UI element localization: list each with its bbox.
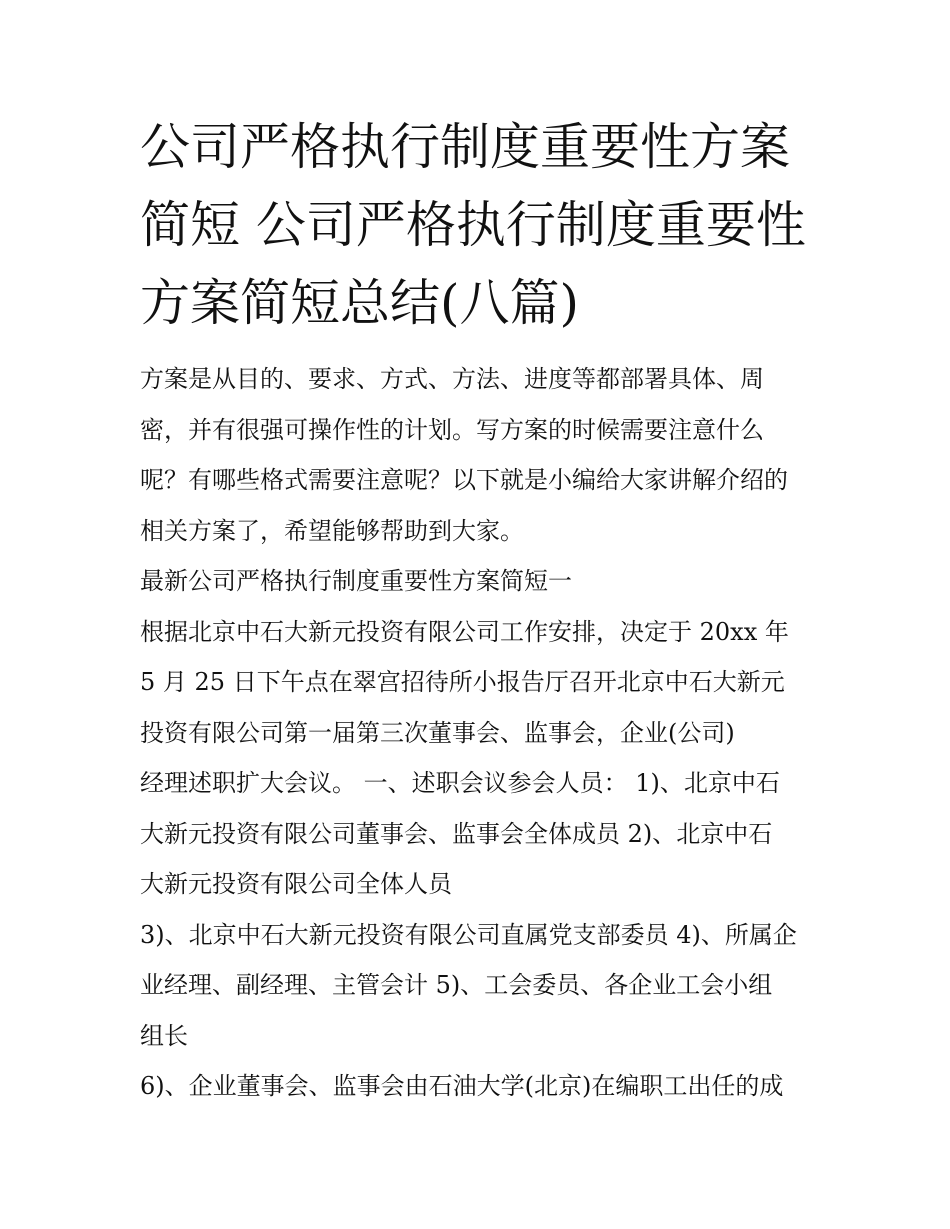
body-line: 5 月 25 日下午点在翠宫招待所小报告厅召开北京中石大新元 (140, 668, 785, 696)
body-line: 密，并有很强可操作性的计划。写方案的时候需要注意什么 (140, 415, 764, 444)
document-title (140, 108, 820, 342)
body-line: 大新元投资有限公司董事会、监事会全体成员 2)、北京中石 (140, 819, 773, 848)
body-line: 根据北京中石大新元投资有限公司工作安排，决定于 20xx 年 (140, 617, 789, 646)
body-line: 3)、北京中石大新元投资有限公司直属党支部委员 4)、所属企 (140, 920, 797, 949)
body-line: 方案是从目的、要求、方式、方法、进度等都部署具体、周 (140, 365, 764, 393)
body-line: 经理述职扩大会议。 一、述职会议参会人员： 1)、北京中石 (140, 769, 780, 797)
document-body (140, 354, 820, 1112)
body-line: 业经理、副经理、主管会计 5)、工会委员、各企业工会小组 (140, 971, 773, 999)
body-line: 组长 (140, 1021, 188, 1050)
body-line: 投资有限公司第一届第三次董事会、监事会，企业(公司) (140, 718, 735, 747)
document-page (140, 108, 820, 1112)
title-line: 公司严格执行制度重要性方案 (140, 118, 790, 176)
body-line: 呢？有哪些格式需要注意呢？以下就是小编给大家讲解介绍的 (140, 466, 788, 494)
title-line: 方案简短总结(八篇) (140, 274, 580, 332)
body-line: 大新元投资有限公司全体人员 (140, 870, 452, 898)
body-line: 相关方案了，希望能够帮助到大家。 (140, 516, 524, 545)
title-line: 简短 公司严格执行制度重要性 (140, 196, 806, 254)
section-heading: 最新公司严格执行制度重要性方案简短一 (140, 567, 572, 595)
body-line: 6)、企业董事会、监事会由石油大学(北京)在编职工出任的成 (140, 1072, 784, 1100)
